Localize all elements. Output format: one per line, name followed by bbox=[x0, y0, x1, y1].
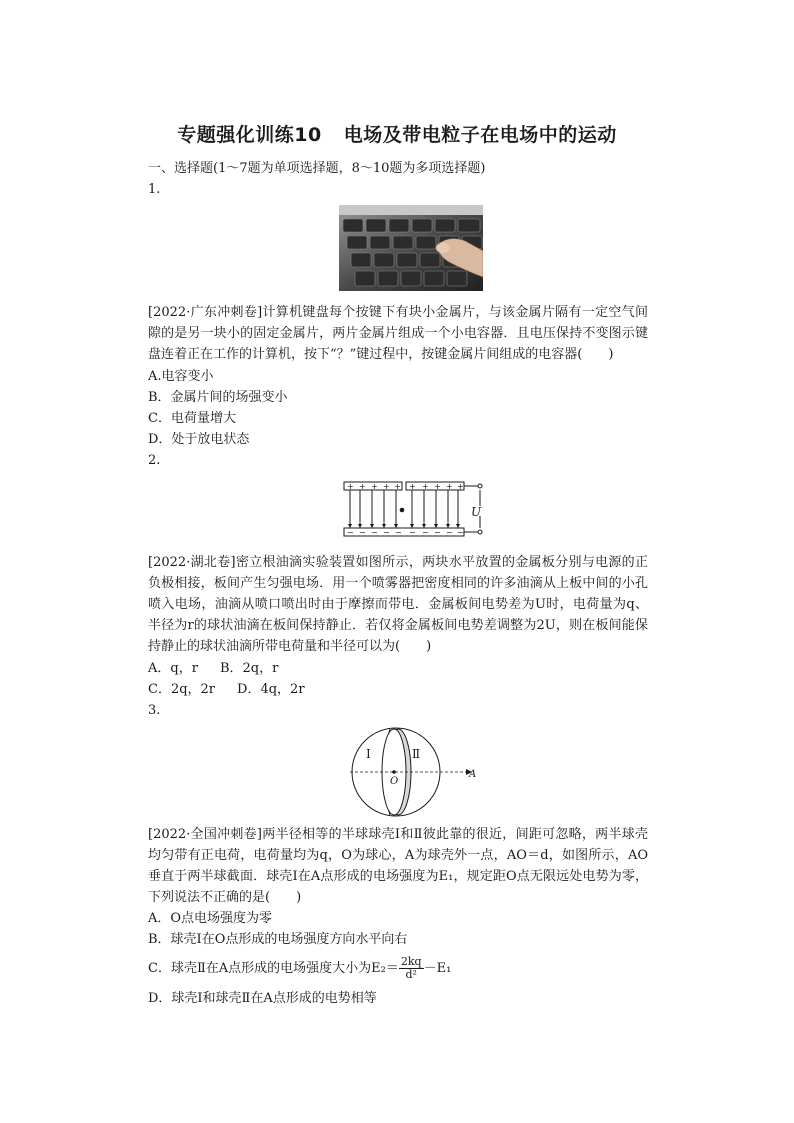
question-1-option-c: C．电荷量增大 bbox=[148, 411, 236, 426]
question-2-options-row-2: C．2q，2r D．4q，2r bbox=[148, 682, 305, 697]
shell-label-2: Ⅱ bbox=[412, 747, 421, 761]
svg-text:−: − bbox=[371, 528, 378, 537]
svg-text:−: − bbox=[422, 528, 429, 537]
svg-text:+: + bbox=[359, 482, 366, 491]
page-title: 专题强化训练10 电场及带电粒子在电场中的运动 bbox=[177, 124, 617, 146]
voltage-label: U bbox=[471, 505, 482, 519]
question-3-option-d: D．球壳Ⅰ和球壳Ⅱ在A点形成的电势相等 bbox=[148, 991, 377, 1006]
svg-text:−: − bbox=[457, 528, 464, 537]
question-2-options-row-1: A．q，r B．2q，r bbox=[148, 661, 279, 676]
svg-text:+: + bbox=[422, 482, 429, 491]
question-3-option-a: A．O点电场强度为零 bbox=[148, 911, 273, 926]
keyboard-photo bbox=[339, 205, 483, 291]
question-1-option-d: D．处于放电状态 bbox=[148, 432, 250, 447]
question-3-option-b: B．球壳Ⅰ在O点形成的电场强度方向水平向右 bbox=[148, 932, 408, 947]
svg-text:−: − bbox=[359, 528, 366, 537]
svg-text:+: + bbox=[394, 482, 401, 491]
question-1-option-b: B．金属片间的场强变小 bbox=[148, 390, 288, 405]
millikan-apparatus-diagram bbox=[338, 478, 490, 544]
section-heading: 一、选择题(1～7题为单项选择题，8～10题为多项选择题) bbox=[148, 161, 486, 176]
question-3-number: 3. bbox=[148, 703, 161, 718]
svg-text:+: + bbox=[446, 482, 453, 491]
svg-text:−: − bbox=[409, 528, 416, 537]
question-3-option-c: C．球壳Ⅱ在A点形成的电场强度大小为E₂＝ $\frac{2kq}{\text{d²}}$ －E₁ bbox=[148, 955, 452, 981]
svg-text:+: + bbox=[434, 482, 441, 491]
svg-text:−: − bbox=[395, 528, 402, 537]
center-label-o: O bbox=[390, 776, 399, 787]
question-3-text: [2022·全国冲刺卷]两半径相等的半球球壳Ⅰ和Ⅱ彼此靠的很近，间距可忽略，两半球壳均匀带有正电荷，电荷量均为q，O为球心，A为球壳外一点，AO＝d，如图所示，AO垂直于两半球截面．球壳Ⅰ在A点形成的电场强度为E₁，规定距O点无限远处电势为零，下列说法不正确的是( ) bbox=[148, 827, 648, 905]
fraction-2kq-over-d2: $\frac{2kq}{\text{d²}}$ bbox=[400, 955, 422, 981]
svg-text:+: + bbox=[347, 482, 354, 491]
question-2-number: 2. bbox=[148, 453, 161, 468]
question-1-number: 1. bbox=[148, 182, 161, 197]
svg-text:+: + bbox=[383, 482, 390, 491]
question-1-option-a: A.电容变小 bbox=[148, 369, 214, 384]
svg-text:+: + bbox=[371, 482, 378, 491]
svg-text:+: + bbox=[409, 482, 416, 491]
svg-text:+: + bbox=[457, 482, 464, 491]
svg-text:−: − bbox=[383, 528, 390, 537]
question-2-text: [2022·湖北卷]密立根油滴实验装置如图所示，两块水平放置的金属板分别与电源的正负极相接，板间产生匀强电场．用一个喷雾器把密度相同的许多油滴从上板中间的小孔喷入电场，油滴从喷口喷出时由于摩擦而带电．金属板间电势差为U时，电荷量为q、半径为r的球状油滴在板间保持静止．若仅将金属板间电势差调整为2U，则在板间能保持静止的球状油滴所带电荷量和半径可以为( ) bbox=[148, 555, 648, 654]
svg-text:−: − bbox=[434, 528, 441, 537]
point-label-a: A bbox=[469, 769, 477, 780]
svg-text:−: − bbox=[347, 528, 354, 537]
shell-label-1: Ⅰ bbox=[366, 747, 371, 761]
svg-text:−: − bbox=[446, 528, 453, 537]
hemisphere-shells-diagram bbox=[344, 726, 480, 818]
question-1-text: [2022·广东冲刺卷]计算机键盘每个按键下有块小金属片，与该金属片隔有一定空气间隙的是另一块小的固定金属片，两片金属片组成一个小电容器．且电压保持不变图示键盘连着正在工作的计算机，按下“？”键过程中，按键金属片间组成的电容器( ) bbox=[148, 305, 648, 362]
